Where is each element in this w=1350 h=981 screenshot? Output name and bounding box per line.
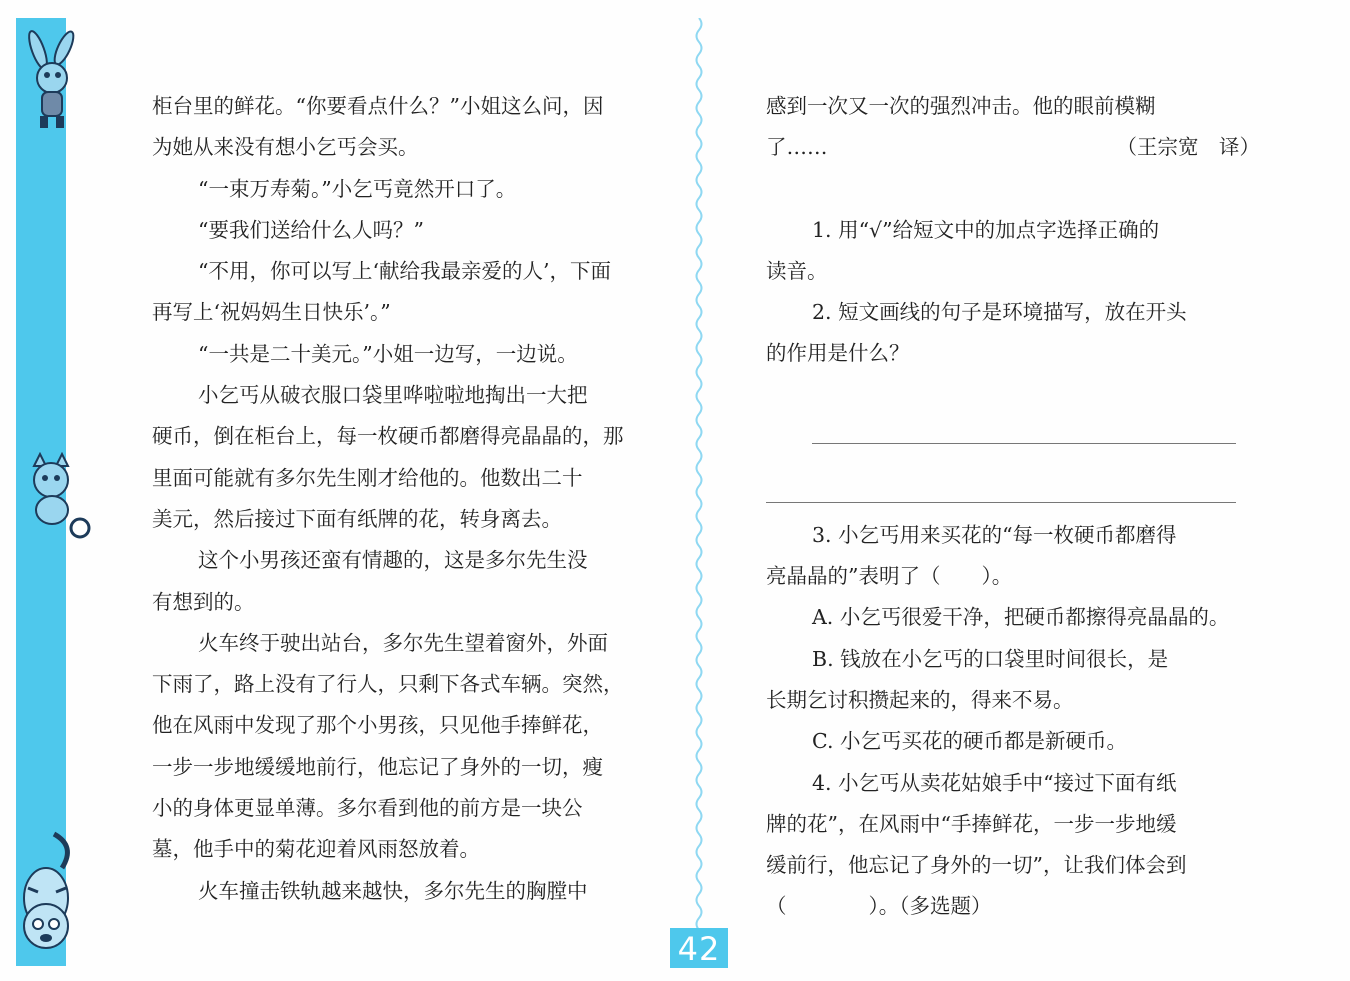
text-line: 下雨了，路上没有了行人，只剩下各式车辆。突然，: [152, 672, 624, 697]
question-4-cont: 牌的花”，在风雨中“手捧鲜花，一步一步地缓: [766, 811, 1177, 836]
text-line: 为她从来没有想小乞丐会买。: [152, 135, 419, 160]
rabbit-mascot-icon: [14, 28, 88, 132]
option-a[interactable]: A. 小乞丐很爱干净，把硬币都擦得亮晶晶的。: [812, 605, 1230, 630]
story-end-line: 了……: [766, 135, 828, 160]
option-b-cont: 长期乞讨积攒起来的，得来不易。: [766, 687, 1074, 712]
question-1-cont: 读音。: [766, 258, 828, 283]
text-line: 有想到的。: [152, 589, 255, 614]
question-3: 3. 小乞丐用来买花的“每一枚硬币都磨得: [812, 522, 1177, 547]
text-line: 墓，他手中的菊花迎着风雨怒放着。: [152, 837, 480, 862]
question-4-cont: 缓前行，他忘记了身外的一切”，让我们体会到: [766, 853, 1187, 878]
text-line: 小的身体更显单薄。多尔看到他的前方是一块公: [152, 796, 583, 821]
question-1: 1. 用“√”给短文中的加点字选择正确的: [812, 217, 1160, 242]
spacer: [766, 503, 1266, 515]
text-line: 感到一次又一次的强烈冲击。他的眼前模糊: [766, 94, 1156, 118]
translator-credit: （王宗宽 译）: [1116, 135, 1260, 160]
text-line: [766, 127, 1266, 168]
left-text-column: [152, 86, 642, 912]
spacer: [766, 375, 1266, 443]
text-line: “一共是二十美元。”小姐一边写，一边说。: [198, 341, 578, 366]
text-line: 这个小男孩还蛮有情趣的，这是多尔先生没: [198, 548, 588, 573]
right-text-column: [766, 86, 1266, 928]
text-line: “要我们送给什么人吗？”: [198, 217, 424, 242]
text-line: 小乞丐从破衣服口袋里哗啦啦地掏出一大把: [198, 383, 588, 408]
page-number: 42: [670, 928, 728, 968]
question-3-cont[interactable]: 亮晶晶的”表明了（ ）。: [766, 564, 1013, 589]
page-gutter-wave: [692, 18, 706, 966]
text-line: “不用，你可以写上‘献给我最亲爱的人’，下面: [198, 259, 612, 284]
text-line: 一步一步地缓缓地前行，他忘记了身外的一切，瘦: [152, 754, 603, 779]
question-4: 4. 小乞丐从卖花姑娘手中“接过下面有纸: [812, 770, 1177, 795]
tiger-mascot-icon: [14, 828, 80, 956]
cat-mascot-icon: [14, 452, 92, 542]
option-b[interactable]: B. 钱放在小乞丐的口袋里时间很长，是: [812, 646, 1169, 671]
text-line: “一束万寿菊。”小乞丐竟然开口了。: [198, 176, 517, 201]
text-line: 柜台里的鲜花。“你要看点什么？”小姐这么问，因: [152, 94, 604, 118]
text-line: 里面可能就有多尔先生刚才给他的。他数出二十: [152, 465, 583, 490]
text-line: 硬币，倒在柜台上，每一枚硬币都磨得亮晶晶的，那: [152, 424, 624, 449]
text-line: 再写上‘祝妈妈生日快乐’。”: [152, 300, 391, 325]
text-line: 他在风雨中发现了那个小男孩，只见他手捧鲜花，: [152, 713, 603, 738]
question-4-answer[interactable]: （ ）。（多选题）: [766, 894, 992, 919]
spacer: [766, 444, 1266, 502]
option-c[interactable]: C. 小乞丐买花的硬币都是新硬币。: [812, 729, 1127, 754]
text-line: 美元，然后接过下面有纸牌的花，转身离去。: [152, 506, 562, 531]
question-2: 2. 短文画线的句子是环境描写，放在开头: [812, 300, 1187, 325]
text-line: 火车终于驶出站台，多尔先生望着窗外，外面: [198, 630, 608, 655]
question-2-cont: 的作用是什么？: [766, 341, 910, 366]
spacer: [766, 169, 1266, 210]
text-line: 火车撞击铁轨越来越快，多尔先生的胸膛中: [198, 878, 588, 903]
